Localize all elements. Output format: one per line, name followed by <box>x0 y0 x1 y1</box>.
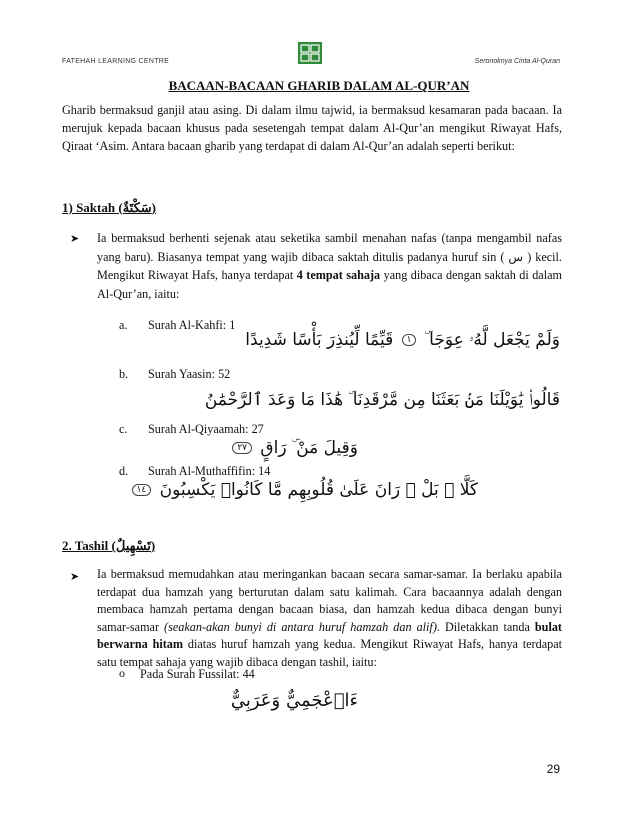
arabic-verse-qiyaamah <box>229 438 358 458</box>
arabic-text: وَلَمْ يَجْعَل لَّهُۥ عِوَجَا ۜ <box>424 330 560 350</box>
list-item-label: Pada Surah Fussilat: 44 <box>140 667 255 681</box>
arabic-verse-kahfi <box>245 330 560 350</box>
arabic-text: كَلَّا ۖ بَلْ ۜ رَانَ عَلَىٰ قُلُوبِهِم مَّا كَانُوا۟ يَكْسِبُونَ <box>159 480 478 500</box>
list-item-label: Surah Al-Qiyaamah: 27 <box>148 422 264 436</box>
arabic-verse-muthaffifin <box>129 480 478 500</box>
section2-text-a: Ia bermaksud memudahkan atau meringankan bacaan secara samar-samar. Ia berlaku apabila terdapat dua hamzah yang berturutan dalam satu kalimah. Cara bacaannya adalah dengan membaca hamzah pertama dengan bacaan biasa, dan hamzah kedua dibaca dengan bunyi samar-samar <box>97 567 562 634</box>
page-number: 29 <box>546 762 560 776</box>
circle-bullet-icon: o <box>119 666 125 680</box>
section1-text-a: Ia bermaksud berhenti sejenak atau seketika sambil menahan nafas (tanpa mengambil nafas yang baru). Biasanya tempat yang wajib dibaca saktah ditulis padanya huruf sin ( س ) kecil. Mengikut Riwayat Hafs, hanya terdapat <box>97 231 562 282</box>
arabic-text: ءَا۬عْجَمِيٌّ وَعَرَبِيٌّ <box>230 690 358 711</box>
list-item-marker: b. <box>119 367 129 381</box>
arrow-bullet-icon: ➤ <box>70 233 80 245</box>
section1-text-b: yang dibaca dengan saktah di dalam Al-Qur’an, iaitu: <box>97 268 562 301</box>
intro-paragraph: Gharib bermaksud ganjil atau asing. Di dalam ilmu tajwid, ia bermaksud kesamaran pada bacaan. Ia merujuk kepada bacaan khusus pada sesetengah tempat dalam Al-Qur’an mengikut Riwayat Hafs, Qiraat ‘Asim. Antara bacaan gharib yang terdapat di dalam Al-Qur’an adalah seperti berikut: <box>62 103 562 153</box>
section2-heading <box>62 538 155 554</box>
list-item-label: Surah Al-Muthaffifin: 14 <box>148 464 271 478</box>
arabic-text: قَالُوا۟ يَٰوَيْلَنَا مَنۢ بَعَثَنَا مِن مَّرْقَدِنَا ۜ هَٰذَا مَا وَعَدَ ٱلرَّحْمَٰنُ <box>204 390 560 410</box>
logo-icon <box>298 42 322 64</box>
ayah-number-icon: ٢٧ <box>232 442 252 454</box>
arrow-bullet-icon: ➤ <box>70 571 80 583</box>
ayah-number-icon: ١٤ <box>132 484 152 496</box>
section1-text <box>97 229 562 303</box>
list-item-marker: d. <box>119 464 129 478</box>
section2-text <box>97 566 562 672</box>
arabic-text: قَيِّمًا لِّيُنذِرَ بَأْسًا شَدِيدًا <box>245 330 394 350</box>
page-title: BACAAN-BACAAN GHARIB DALAM AL-QUR’AN <box>168 78 470 93</box>
page-header <box>0 42 638 70</box>
section2-text-c: diatas huruf hamzah yang kedua. Mengikut Riwayat Hafs, hanya terdapat satu tempat sahaja yang wajib dibaca dengan tashil, iaitu: <box>97 637 562 669</box>
section1-heading <box>62 200 156 216</box>
section2-text-b: . Diletakkan tanda <box>436 619 535 634</box>
list-item-marker: a. <box>119 318 128 332</box>
section1-heading-text: 1) Saktah (سَكْتَةٌ) <box>62 200 156 215</box>
header-right-text: Seronoknya Cinta Al-Quran <box>474 58 560 65</box>
section1-text-bold: 4 tempat sahaja <box>296 268 381 282</box>
header-left-text: FATEHAH LEARNING CENTRE <box>62 58 170 65</box>
arabic-verse-yaasin <box>205 389 560 410</box>
list-item-label: Surah Al-Kahfi: 1 <box>148 318 236 332</box>
list-item-label: Surah Yaasin: 52 <box>148 367 231 381</box>
list-item-marker: c. <box>119 422 128 436</box>
ayah-number-icon: ١ <box>402 334 417 346</box>
section2-text-italic: (seakan-akan bunyi di antara huruf hamzah dan alif) <box>164 619 437 634</box>
section2-text-bold: bulat berwarna hitam <box>97 619 562 652</box>
arabic-verse-fussilat <box>231 690 358 711</box>
section2-heading-text: 2. Tashil (تَسْهِيلٌ) <box>62 538 156 553</box>
arabic-text: وَقِيلَ مَنْ ۜ رَاقٍ <box>260 438 358 458</box>
